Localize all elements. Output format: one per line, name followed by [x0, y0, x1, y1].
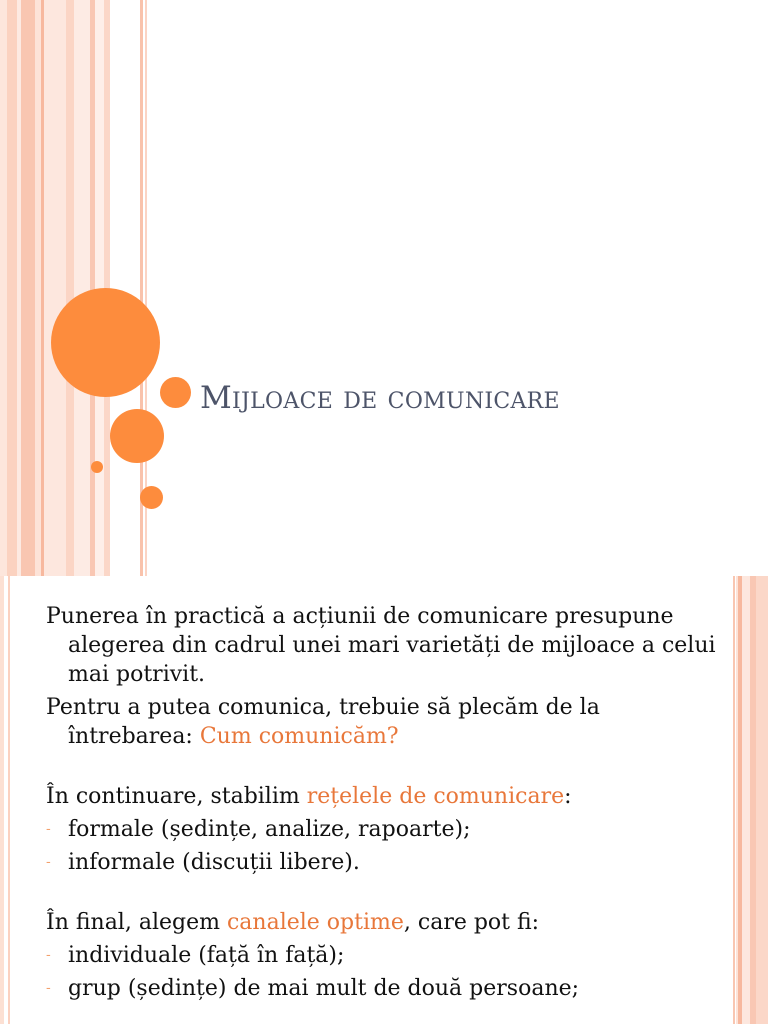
decor-circle — [160, 377, 191, 408]
bullet-marker: - — [46, 947, 51, 963]
text: Pentru a putea comunica, trebuie să plecăm de la întrebarea: — [46, 695, 600, 749]
text: În final, alegem — [46, 910, 227, 935]
decor-stripe — [742, 576, 750, 1024]
decor-stripe — [0, 0, 7, 576]
list-item — [46, 974, 726, 1003]
decor-circle — [140, 486, 163, 509]
highlight-networks: rețelele de comunicare — [306, 784, 565, 809]
decor-stripe — [66, 0, 74, 576]
list-item — [46, 815, 726, 844]
text: , care pot fi: — [403, 910, 540, 935]
paragraph-networks — [46, 782, 726, 811]
decor-circle — [110, 409, 164, 463]
text: : — [564, 784, 572, 809]
bullet-marker: - — [46, 854, 51, 870]
list-item — [46, 848, 726, 877]
decor-stripe — [0, 576, 4, 1024]
decor-stripe — [7, 0, 17, 576]
bullet-marker: - — [46, 980, 51, 996]
slide-body — [46, 602, 726, 1003]
decor-stripe — [21, 0, 35, 576]
paragraph-channels — [46, 908, 726, 937]
list-item-text: grup (ședințe) de mai mult de două persoane; — [68, 976, 580, 1001]
list-item-text: informale (discuții libere). — [68, 850, 360, 875]
paragraph-intro: Punerea în practică a acțiunii de comunicare presupune alegerea din cadrul unei mari varietăți de mijloace a celui mai potrivit. — [46, 604, 716, 687]
decor-stripe — [74, 0, 90, 576]
content-slide — [0, 576, 768, 1024]
list-item-text: individuale (față în față); — [68, 943, 345, 968]
bullet-marker: - — [46, 821, 51, 837]
highlight-question: Cum comunicăm? — [199, 724, 399, 749]
decor-stripe — [8, 576, 10, 1024]
highlight-channels: canalele optime — [226, 910, 404, 935]
paragraph-question — [46, 693, 726, 751]
list-item — [46, 941, 726, 970]
decor-circle — [91, 461, 103, 473]
decor-stripe — [44, 0, 66, 576]
list-item-text: formale (ședințe, analize, rapoarte); — [68, 817, 471, 842]
slide-title: Mijloace de comunicare — [200, 380, 560, 416]
decor-circle — [51, 288, 160, 397]
text: În continuare, stabilim — [46, 784, 307, 809]
decor-stripe — [756, 576, 768, 1024]
decor-stripe — [733, 576, 735, 1024]
